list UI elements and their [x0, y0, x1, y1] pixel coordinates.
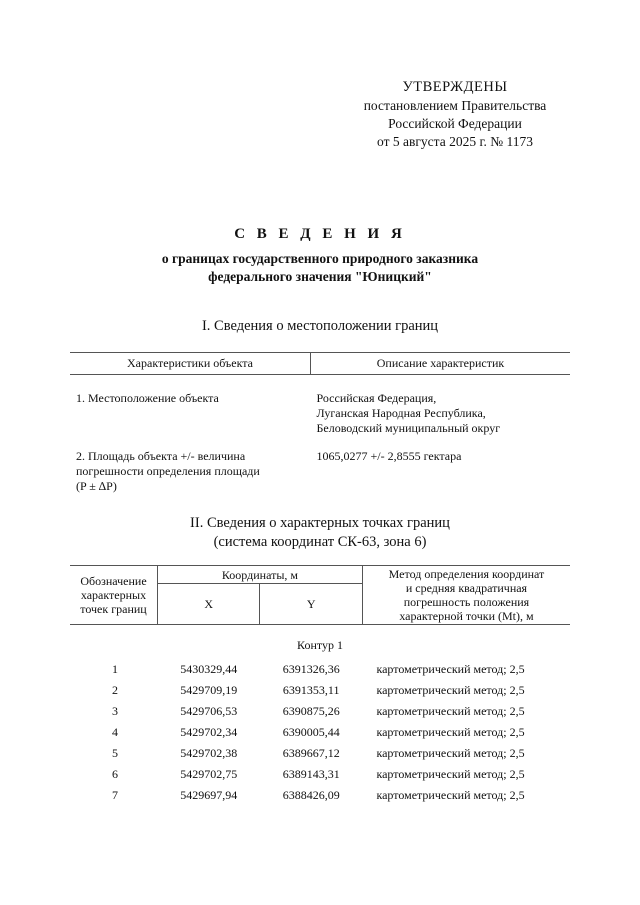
point-y: 6391326,36: [282, 662, 340, 676]
point-x: 5429706,53: [180, 704, 238, 718]
point-x: 5429702,38: [180, 746, 238, 760]
point-number: 6: [112, 767, 118, 781]
point-number: 7: [112, 788, 118, 802]
point-x: 5429709,19: [180, 683, 238, 697]
point-y: 6390875,26: [282, 704, 340, 718]
row-value: 1065,0277 +/- 2,8555 гектара: [316, 449, 462, 463]
approval-block: [330, 78, 580, 151]
point-x: 5429702,34: [180, 725, 238, 739]
table-row: [70, 659, 570, 680]
column-header-x: X: [157, 584, 259, 625]
point-method: картометрический метод; 2,5: [376, 788, 525, 802]
row-value: [311, 375, 571, 437]
header-line: характерной точки (Mt), м: [399, 609, 534, 623]
point-y: 6389143,31: [282, 767, 340, 781]
point-x: 5429697,94: [180, 788, 238, 802]
table-row: [70, 785, 570, 806]
column-header-designation: [70, 566, 157, 625]
point-method: картометрический метод; 2,5: [376, 725, 525, 739]
table-row: [70, 680, 570, 701]
subtitle-line: федерального значения "Юницкий": [208, 269, 432, 284]
point-x: 5429702,75: [180, 767, 238, 781]
value-line: Луганская Народная Республика,: [316, 406, 486, 420]
point-method: картометрический метод; 2,5: [376, 746, 525, 760]
header-line: точек границ: [80, 602, 147, 616]
approval-heading: УТВЕРЖДЕНЫ: [402, 79, 508, 95]
label-line: (P ± ∆P): [76, 479, 117, 493]
approval-line: от 5 августа 2025 г. № 1173: [377, 134, 533, 149]
header-line: Метод определения координат: [388, 567, 545, 581]
point-x: 5430329,44: [180, 662, 238, 676]
approval-line: постановлением Правительства: [363, 98, 547, 113]
location-table: [70, 352, 570, 494]
value-line: Российская Федерация,: [316, 391, 437, 405]
heading-line: II. Сведения о характерных точках границ: [190, 515, 450, 531]
column-header-coordinates: Координаты, м: [157, 566, 362, 584]
points-table: [70, 565, 570, 806]
column-header-y: Y: [260, 584, 362, 625]
table-row: [70, 722, 570, 743]
column-header-characteristics: Характеристики объекта: [70, 353, 311, 375]
approval-line: Российской Федерации: [388, 116, 522, 131]
point-y: 6391353,11: [282, 683, 340, 697]
header-line: характерных: [80, 588, 147, 602]
point-y: 6390005,44: [282, 725, 340, 739]
point-number: 2: [112, 683, 118, 697]
table-row: [70, 764, 570, 785]
point-y: 6388426,09: [282, 788, 340, 802]
point-number: 5: [112, 746, 118, 760]
point-method: картометрический метод; 2,5: [376, 662, 525, 676]
table-row: [70, 436, 570, 494]
value-line: Беловодский муниципальный округ: [316, 421, 501, 435]
heading-line: (система координат СК-63, зона 6): [213, 534, 427, 550]
label-line: погрешности определения площади: [76, 464, 260, 478]
subtitle-line: о границах государственного природного заказника: [161, 251, 479, 266]
point-method: картометрический метод; 2,5: [376, 704, 525, 718]
document-subtitle: [0, 250, 640, 286]
contour-label: Контур 1: [297, 637, 343, 652]
row-label: 1. Местоположение объекта: [76, 391, 219, 405]
column-header-method: [362, 566, 570, 625]
point-number: 1: [112, 662, 118, 676]
row-label: [70, 436, 311, 494]
column-header-description: Описание характеристик: [311, 353, 571, 375]
point-method: картометрический метод; 2,5: [376, 767, 525, 781]
header-line: погрешность положения: [403, 595, 530, 609]
table-row: [70, 743, 570, 764]
header-line: Обозначение: [80, 574, 147, 588]
document-title: С В Е Д Е Н И Я: [234, 226, 406, 242]
section1-heading: I. Сведения о местоположении границ: [201, 318, 439, 334]
point-number: 4: [112, 725, 118, 739]
point-number: 3: [112, 704, 118, 718]
table-row: [70, 375, 570, 437]
table-row: [70, 701, 570, 722]
section2-heading: [0, 514, 640, 552]
header-line: и средняя квадратичная: [405, 581, 528, 595]
point-y: 6389667,12: [282, 746, 340, 760]
point-method: картометрический метод; 2,5: [376, 683, 525, 697]
label-line: 2. Площадь объекта +/- величина: [76, 449, 246, 463]
